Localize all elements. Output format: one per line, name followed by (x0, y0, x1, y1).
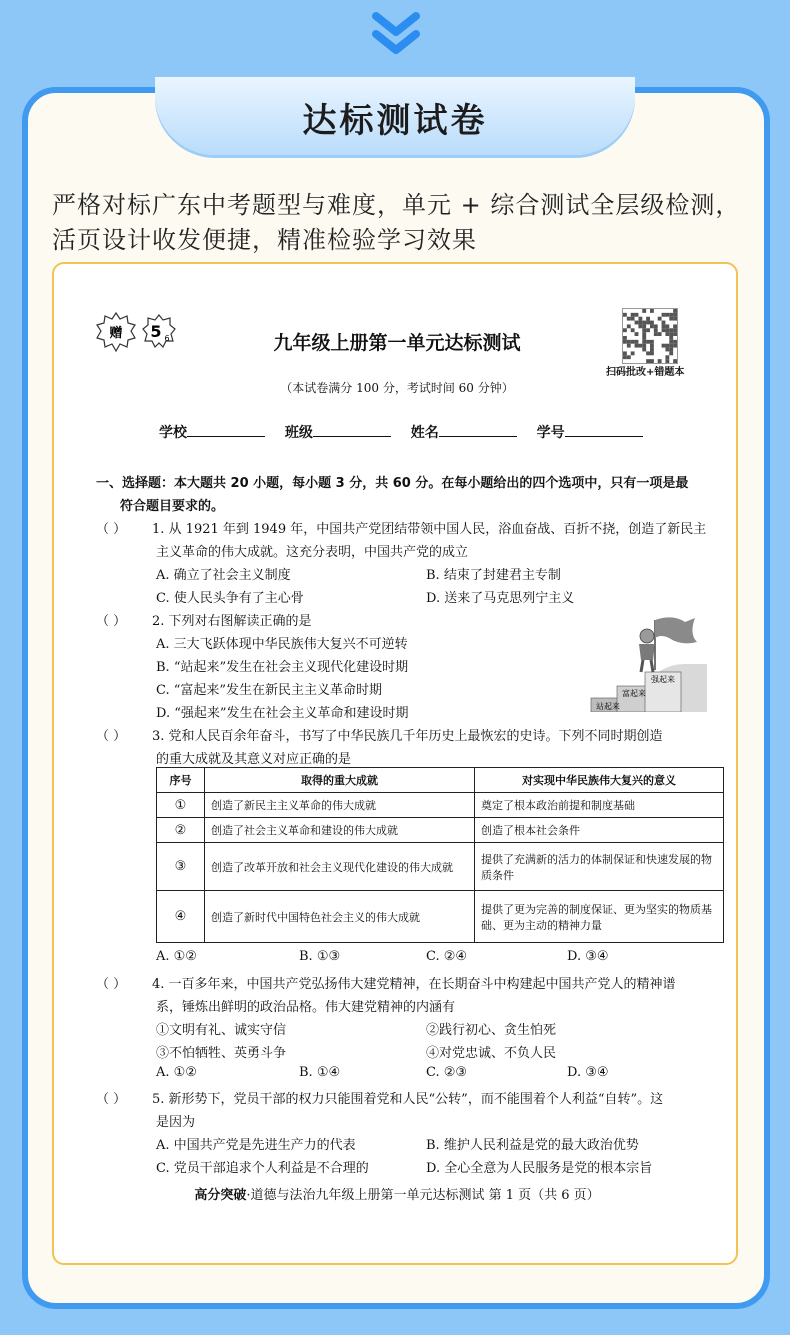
q1-option-b: B. 结束了封建君主专制 (426, 568, 561, 583)
field-name (411, 422, 517, 442)
table-cell: ② (157, 818, 205, 843)
table-header-row (157, 768, 724, 793)
field-school-line[interactable] (187, 423, 265, 437)
table-cell: ③ (157, 843, 205, 891)
table-cell: 创造了新时代中国特色社会主义的伟大成就 (205, 891, 475, 943)
q3-answer-bracket[interactable]: （ ） (96, 729, 127, 744)
field-class-line[interactable] (313, 423, 391, 437)
q1-stem-line-1: 1. 从 1921 年到 1949 年，中国共产党团结带领中国人民，浴血奋战、百折不挠，创造了新民主 (152, 522, 707, 537)
table-cell: 提供了充满新的活力的体制保证和快速发展的物质条件 (475, 843, 724, 891)
step-stand-up-label: 站起来 (596, 702, 620, 711)
field-student-id-label: 学号 (536, 425, 565, 441)
table-cell: 提供了更为完善的制度保证、更为坚实的物质基础、更为主动的精神力量 (475, 891, 724, 943)
q5-option-c: C. 党员干部追求个人利益是不合理的 (156, 1161, 369, 1176)
page-footer (54, 1184, 740, 1203)
q4-option-d: D. ③④ (567, 1065, 609, 1080)
field-school-label: 学校 (159, 425, 187, 441)
q4-statement-4: ④对党忠诚、不负人民 (426, 1046, 557, 1061)
q4-statement-3: ③不怕牺牲、英勇斗争 (156, 1046, 287, 1061)
exam-paper (54, 264, 740, 1267)
q5-stem-line-1: 5. 新形势下，党员干部的权力只能围着党和人民“公转”，而不能围着个人利益“自转”。这 (152, 1092, 664, 1107)
paper-title: 九年级上册第一单元达标测试 (273, 332, 521, 354)
q3-achievements-table (156, 767, 724, 943)
intro-line-2: 活页设计收发便捷，精准检验学习效果 (52, 226, 477, 254)
q4-stem-line-2: 系，锤炼出鲜明的政治品格。伟大建党精神的内涵有 (156, 1000, 456, 1015)
q4-option-b: B. ①④ (299, 1065, 341, 1080)
qr-label: 扫码批改+错题本 (606, 367, 685, 378)
q3-stem-line-2: 的重大成就及其意义对应正确的是 (156, 752, 352, 767)
q1-answer-bracket[interactable]: （ ） (96, 522, 127, 537)
field-name-line[interactable] (439, 423, 517, 437)
footer-text: ·道德与法治九年级上册第一单元达标测试 第 1 页（共 6 页） (246, 1188, 600, 1203)
table-header: 取得的重大成就 (205, 768, 475, 793)
q5-option-a: A. 中国共产党是先进生产力的代表 (156, 1138, 356, 1153)
table-row (157, 843, 724, 891)
q3-option-c: C. ②④ (426, 949, 468, 964)
q5-stem-line-2: 是因为 (156, 1115, 196, 1130)
exam-sheet (52, 262, 738, 1265)
q3-stem-line-1: 3. 党和人民百余年奋斗，书写了中华民族几千年历史上最恢宏的史诗。下列不同时期创造 (152, 729, 663, 744)
figure-with-flag (639, 617, 697, 672)
field-class-label: 班级 (284, 425, 313, 441)
field-school (159, 422, 265, 442)
section1-line-1: 一、选择题：本大题共 20 小题，每小题 3 分，共 60 分。在每小题给出的四个选项中，只有一项是最 (96, 476, 689, 491)
table-cell: 创造了社会主义革命和建设的伟大成就 (205, 818, 475, 843)
q3-option-d: D. ③④ (567, 949, 609, 964)
gift-badge-text: 赠 (109, 326, 123, 341)
step-grow-strong-label: 强起来 (651, 675, 675, 684)
table-header: 序号 (157, 768, 205, 793)
table-row (157, 793, 724, 818)
paper-subtitle: （本试卷满分 100 分，考试时间 60 分钟） (280, 381, 514, 395)
table-row (157, 891, 724, 943)
q4-statement-1: ①文明有礼、诚实守信 (156, 1023, 287, 1038)
q1-option-a: A. 确立了社会主义制度 (156, 568, 291, 583)
q2-answer-bracket[interactable]: （ ） (96, 614, 127, 629)
intro-text (52, 188, 752, 258)
table-cell: 奠定了根本政治前提和制度基础 (475, 793, 724, 818)
step-get-rich-label: 富起来 (622, 689, 646, 698)
q2-option-a: A. 三大飞跃体现中华民族伟大复兴不可逆转 (156, 637, 408, 652)
q4-statement-2: ②践行初心、贪生怕死 (426, 1023, 557, 1038)
q3-option-a: A. ①② (156, 949, 197, 964)
table-cell: 创造了根本社会条件 (475, 818, 724, 843)
five-badge-text: 5 (150, 322, 162, 341)
field-class (285, 422, 391, 442)
banner-title: 达标测试卷 (302, 101, 488, 141)
table-header: 对实现中华民族伟大复兴的意义 (475, 768, 724, 793)
banner-tab (155, 77, 635, 155)
q1-stem-line-2: 主义革命的伟大成就。这充分表明，中国共产党的成立 (156, 545, 469, 560)
q2-stem-line-1: 2. 下列对右图解读正确的是 (152, 614, 312, 629)
intro-line-1: 严格对标广东中考题型与难度，单元 + 综合测试全层级检测， (52, 191, 741, 219)
q5-option-b: B. 维护人民利益是党的最大政治优势 (426, 1138, 639, 1153)
field-name-label: 姓名 (410, 425, 439, 441)
q4-option-c: C. ②③ (426, 1065, 468, 1080)
table-cell: 创造了改革开放和社会主义现代化建设的伟大成就 (205, 843, 475, 891)
table-cell: ④ (157, 891, 205, 943)
table-row (157, 818, 724, 843)
footer-brand: 高分突破 (194, 1188, 247, 1203)
three-leaps-illustration (589, 612, 707, 712)
student-info-fields (159, 422, 658, 442)
q2-option-c: C. “富起来”发生在新民主主义革命时期 (156, 683, 383, 698)
field-student-id-line[interactable] (565, 423, 643, 437)
q4-option-a: A. ①② (156, 1065, 197, 1080)
q3-option-b: B. ①③ (299, 949, 341, 964)
q1-option-c: C. 使人民头争有了主心骨 (156, 591, 304, 606)
table-cell: 创造了新民主主义革命的伟大成就 (205, 793, 475, 818)
q1-option-d: D. 送来了马克思列宁主义 (426, 591, 575, 606)
q4-answer-bracket[interactable]: （ ） (96, 977, 127, 992)
q5-answer-bracket[interactable]: （ ） (96, 1092, 127, 1107)
double-chevron-down-icon (370, 10, 422, 60)
q2-option-b: B. “站起来”发生在社会主义现代化建设时期 (156, 660, 409, 675)
q2-option-d: D. “强起来”发生在社会主义革命和建设时期 (156, 706, 409, 721)
q4-stem-line-1: 4. 一百多年来，中国共产党弘扬伟大建党精神，在长期奋斗中构建起中国共产党人的精神谱 (152, 977, 676, 992)
table-cell: ① (157, 793, 205, 818)
q5-option-d: D. 全心全意为人民服务是党的根本宗旨 (426, 1161, 653, 1176)
field-student-id (537, 422, 643, 442)
six-badge-text: 6 (164, 334, 170, 343)
section1-line-2: 符合题目要求的。 (120, 499, 225, 514)
